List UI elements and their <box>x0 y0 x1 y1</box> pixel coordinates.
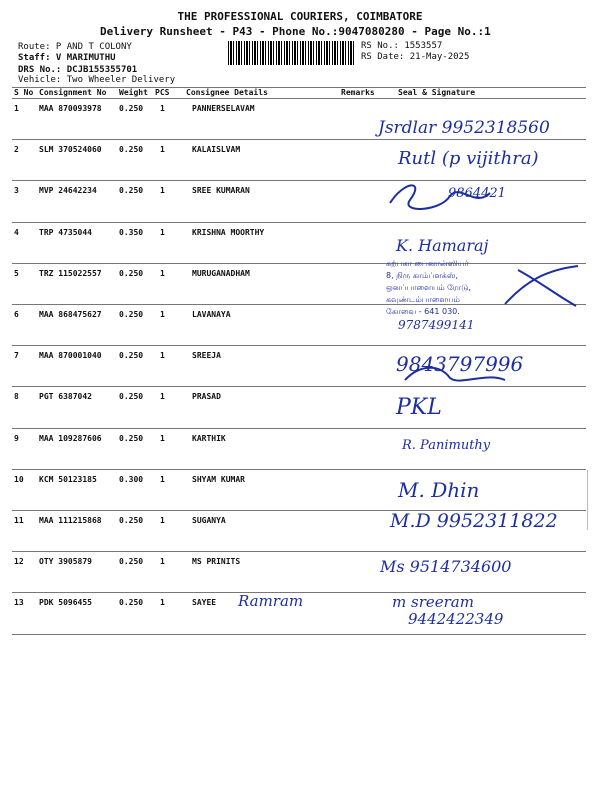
col-seal: Seal & Signature <box>398 88 476 97</box>
row-1-sno: 1 <box>14 104 19 113</box>
stamp-line-2: 8, நிரு காம்ப்ளக்ஸ், <box>386 271 458 280</box>
row-8-consignment: PGT 6387042 <box>39 392 92 402</box>
row-8-weight: 0.250 <box>119 392 144 402</box>
stamp-line-1: கற்பகா பைனான்ஸியர் <box>386 259 469 268</box>
col-remarks: Remarks <box>341 88 375 97</box>
row-12-consignee: MS PRINITS <box>192 557 241 567</box>
row-1-consignee: PANNERSELAVAM <box>192 104 255 113</box>
row-7-pcs: 1 <box>160 351 165 361</box>
row-1-weight: 0.250 <box>119 104 144 113</box>
stamp-scribble <box>500 262 585 310</box>
row-9-weight: 0.250 <box>119 433 144 443</box>
row-13-weight: 0.250 <box>119 598 144 608</box>
row-6-consignment: MAA 868475627 <box>39 310 102 319</box>
signature-row-1: Jsrdlar 9952318560 <box>378 118 550 138</box>
rs-number: RS No.: 1553557 <box>361 41 443 51</box>
signature-row-13-b: 9442422349 <box>408 610 504 628</box>
row-13-pcs: 1 <box>160 598 165 608</box>
row-12-pcs: 1 <box>160 557 165 567</box>
row-1-consignment: MAA 870093978 <box>39 104 102 113</box>
col-weight: Weight <box>119 88 148 97</box>
row-4-consignment: TRP 4735044 <box>39 227 92 237</box>
stamp-line-4: கவுண்டம்பாளையம் <box>386 295 460 304</box>
row-13-consignment: PDK 5096455 <box>39 598 92 608</box>
staff-label: Staff: V MARIMUTHU <box>18 53 116 63</box>
col-consignment: Consignment No <box>39 88 107 97</box>
row-9-sno: 9 <box>14 433 19 443</box>
row-6-sno: 6 <box>14 310 19 319</box>
document-subtitle: Delivery Runsheet - P43 - Phone No.:9047080280 - Page No.:1 <box>100 25 491 38</box>
row-5-sno: 5 <box>14 268 19 278</box>
signature-scribble-7 <box>400 360 510 386</box>
row-4-weight: 0.350 <box>119 227 144 237</box>
row-2-weight: 0.250 <box>119 145 144 155</box>
row-10-pcs: 1 <box>160 474 165 484</box>
row-4-sno: 4 <box>14 227 19 237</box>
col-sno: S No <box>14 88 34 97</box>
row-divider <box>12 222 586 223</box>
signature-row-9: R. Panimuthy <box>402 438 491 453</box>
row-3-consignee: SREE KUMARAN <box>192 186 250 196</box>
document-title: THE PROFESSIONAL COURIERS, COIMBATORE <box>177 10 423 23</box>
stamp-line-3: ஒனப்பாளையம் ரோடு, <box>386 283 471 292</box>
row-8-sno: 8 <box>14 392 19 402</box>
signature-row-13-a: m sreeram <box>392 593 474 611</box>
row-7-weight: 0.250 <box>119 351 144 361</box>
signature-row-11: M.D 9952311822 <box>390 510 558 532</box>
signature-row-8: PKL <box>396 395 442 420</box>
vehicle-label: Vehicle: Two Wheeler Delivery <box>18 75 176 85</box>
row-12-sno: 12 <box>14 557 24 567</box>
row-10-consignee: SHYAM KUMAR <box>192 474 245 484</box>
row-13-consignee: SAYEE <box>192 598 217 608</box>
row-divider <box>12 386 586 387</box>
row-10-weight: 0.300 <box>119 474 144 484</box>
row-5-consignment: TRZ 115022557 <box>39 268 102 278</box>
row-12-weight: 0.250 <box>119 557 144 567</box>
row-divider <box>12 469 586 470</box>
row-5-pcs: 1 <box>160 268 165 278</box>
row-6-weight: 0.250 <box>119 310 144 319</box>
row-4-consignee: KRISHNA MOORTHY <box>192 227 265 237</box>
header-divider <box>12 98 586 99</box>
row-2-pcs: 1 <box>160 145 165 155</box>
row-11-weight: 0.250 <box>119 516 144 525</box>
col-consignee: Consignee Details <box>186 88 268 97</box>
signature-row-2: Rutl (p vijithra) <box>398 148 539 169</box>
drs-label: DRS No.: DCJB155355701 <box>18 65 138 75</box>
signature-row-13-name: Ramram <box>238 592 304 610</box>
row-9-pcs: 1 <box>160 433 165 443</box>
row-divider <box>12 634 586 635</box>
row-divider <box>12 551 586 552</box>
row-2-consignee: KALAISLVAM <box>192 145 241 155</box>
row-7-consignee: SREEJA <box>192 351 221 361</box>
row-7-consignment: MAA 870001040 <box>39 351 102 361</box>
row-4-pcs: 1 <box>160 227 165 237</box>
row-3-pcs: 1 <box>160 186 165 196</box>
row-1-pcs: 1 <box>160 104 165 113</box>
row-6-pcs: 1 <box>160 310 165 319</box>
row-13-sno: 13 <box>14 598 24 608</box>
rs-date: RS Date: 21-May-2025 <box>361 52 470 62</box>
row-7-sno: 7 <box>14 351 19 361</box>
row-9-consignment: MAA 109287606 <box>39 433 102 443</box>
barcode <box>228 41 356 65</box>
signature-row-6: 9787499141 <box>398 318 475 332</box>
row-3-consignment: MVP 24642234 <box>39 186 97 196</box>
row-9-consignee: KARTHIK <box>192 433 226 443</box>
signature-row-10: M. Dhin <box>398 478 480 502</box>
stamp-line-5: கோவை - 641 030. <box>386 307 460 316</box>
row-6-consignee: LAVANAYA <box>192 310 231 319</box>
route-label: Route: P AND T COLONY <box>18 42 132 52</box>
row-3-weight: 0.250 <box>119 186 144 196</box>
row-10-sno: 10 <box>14 474 24 484</box>
signature-row-12: Ms 9514734600 <box>380 557 512 576</box>
row-divider <box>12 345 586 346</box>
row-11-consignee: SUGANYA <box>192 516 226 525</box>
row-2-sno: 2 <box>14 145 19 155</box>
row-8-pcs: 1 <box>160 392 165 402</box>
signature-row-3: 9864421 <box>448 186 506 201</box>
signature-row-4: K. Hamaraj <box>396 236 489 255</box>
signature-row-7: 9843797996 <box>396 352 524 376</box>
row-5-weight: 0.250 <box>119 268 144 278</box>
row-11-consignment: MAA 111215868 <box>39 516 102 525</box>
row-divider <box>12 139 586 140</box>
row-10-consignment: KCM 50123185 <box>39 474 97 484</box>
row-11-pcs: 1 <box>160 516 165 525</box>
page-edge-mark <box>587 470 600 530</box>
row-3-sno: 3 <box>14 186 19 196</box>
row-5-consignee: MURUGANADHAM <box>192 268 250 278</box>
col-pcs: PCS <box>155 88 170 97</box>
row-divider <box>12 428 586 429</box>
row-11-sno: 11 <box>14 516 24 525</box>
row-2-consignment: SLM 370524060 <box>39 145 102 155</box>
row-12-consignment: OTY 3905879 <box>39 557 92 567</box>
row-8-consignee: PRASAD <box>192 392 221 402</box>
